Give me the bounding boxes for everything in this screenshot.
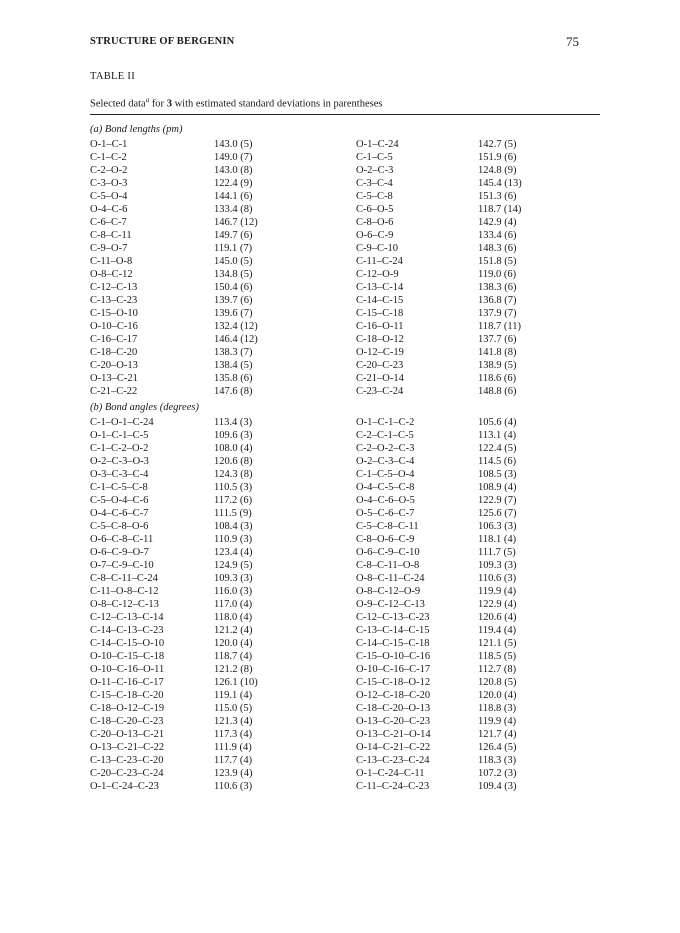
bond-value: 115.0 (5)	[214, 703, 253, 714]
bond-label: C-11–O-8	[90, 256, 133, 267]
bond-value: 121.2 (8)	[214, 664, 253, 675]
bond-value: 113.4 (3)	[214, 417, 253, 428]
table-row	[0, 624, 680, 637]
bond-value: 111.7 (5)	[478, 547, 516, 558]
table-row	[0, 164, 680, 177]
table-row	[0, 650, 680, 663]
bond-value: 119.4 (4)	[478, 625, 517, 636]
table-row	[0, 216, 680, 229]
bond-value: 120.6 (8)	[214, 456, 253, 467]
bond-label: C-1–C-5	[356, 152, 393, 163]
bond-label: C-3–O-3	[90, 178, 128, 189]
table-row	[0, 138, 680, 151]
bond-label: C-15–C-18–O-12	[356, 677, 431, 688]
bond-label: O-4–C-5–C-8	[356, 482, 415, 493]
bond-label: C-11–O-8–C-12	[90, 586, 159, 597]
bond-value: 120.0 (4)	[478, 690, 517, 701]
bond-value: 118.3 (3)	[478, 755, 517, 766]
table-row	[0, 429, 680, 442]
bond-value: 120.8 (5)	[478, 677, 517, 688]
bond-value: 142.7 (5)	[478, 139, 517, 150]
bond-label: C-13–C-23–C-20	[90, 755, 164, 766]
table-row	[0, 663, 680, 676]
bond-label: C-14–C-15–O-10	[90, 638, 165, 649]
bond-value: 119.9 (4)	[478, 716, 517, 727]
bond-label: C-18–C-20–O-13	[356, 703, 431, 714]
bond-label: C-13–C-14	[356, 282, 404, 293]
bond-label: C-5–C-8–C-11	[356, 521, 419, 532]
table-row	[0, 611, 680, 624]
bond-label: C-5–O-4	[90, 191, 128, 202]
bond-value: 122.9 (7)	[478, 495, 517, 506]
bond-value: 124.9 (5)	[214, 560, 253, 571]
table-row	[0, 190, 680, 203]
bond-label: C-20–C-23–C-24	[90, 768, 164, 779]
bond-value: 118.6 (6)	[478, 373, 517, 384]
bond-value: 138.4 (5)	[214, 360, 253, 371]
bond-label: C-9–O-7	[90, 243, 128, 254]
bond-value: 149.0 (7)	[214, 152, 253, 163]
bond-label: O-3–C-3–C-4	[90, 469, 149, 480]
table-row	[0, 728, 680, 741]
bond-label: C-13–C-23	[90, 295, 138, 306]
bond-label: C-9–C-10	[356, 243, 398, 254]
table-row	[0, 494, 680, 507]
bond-value: 122.9 (4)	[478, 599, 517, 610]
bond-label: C-13–C-23–C-24	[356, 755, 430, 766]
bond-label: C-5–C-8–O-6	[90, 521, 149, 532]
table-row	[0, 346, 680, 359]
bond-value: 108.0 (4)	[214, 443, 253, 454]
bond-label: C-18–C-20–C-23	[90, 716, 164, 727]
bond-label: C-14–C-13–C-23	[90, 625, 164, 636]
bond-value: 118.7 (14)	[478, 204, 522, 215]
bond-label: C-12–C-13	[90, 282, 138, 293]
table-row	[0, 767, 680, 780]
table-row	[0, 242, 680, 255]
bond-label: C-6–O-5	[356, 204, 394, 215]
bond-value: 105.6 (4)	[478, 417, 517, 428]
bond-label: C-23–C-24	[356, 386, 404, 397]
bond-value: 117.7 (4)	[214, 755, 253, 766]
table-row	[0, 741, 680, 754]
bond-value: 108.4 (3)	[214, 521, 253, 532]
bond-value: 112.7 (8)	[478, 664, 517, 675]
bond-label: C-20–O-13–C-21	[90, 729, 165, 740]
bond-label: O-13–C-21–O-14	[356, 729, 431, 740]
bond-value: 126.1 (10)	[214, 677, 258, 688]
bond-label: C-16–C-17	[90, 334, 138, 345]
bond-label: C-8–C-11	[90, 230, 132, 241]
bond-value: 109.4 (3)	[478, 781, 517, 792]
bond-label: C-12–O-9	[356, 269, 399, 280]
caption-text-start: Selected data	[90, 98, 146, 110]
bond-value: 120.0 (4)	[214, 638, 253, 649]
table-row	[0, 572, 680, 585]
bond-label: O-1–C-1	[90, 139, 128, 150]
bond-value: 117.3 (4)	[214, 729, 253, 740]
bond-value: 151.3 (6)	[478, 191, 517, 202]
bond-label: O-1–C-1–C-2	[356, 417, 415, 428]
bond-value: 110.6 (3)	[214, 781, 253, 792]
table-row	[0, 780, 680, 793]
bond-label: C-18–O-12	[356, 334, 404, 345]
bond-value: 146.7 (12)	[214, 217, 258, 228]
bond-value: 114.5 (6)	[478, 456, 517, 467]
table-row	[0, 481, 680, 494]
table-row	[0, 598, 680, 611]
bond-label: O-12–C-18–C-20	[356, 690, 431, 701]
bond-label: C-1–C-2	[90, 152, 127, 163]
table-row	[0, 676, 680, 689]
bond-value: 143.0 (5)	[214, 139, 253, 150]
table-row	[0, 268, 680, 281]
bond-label: O-13–C-21	[90, 373, 138, 384]
table-row	[0, 294, 680, 307]
table-row	[0, 177, 680, 190]
bond-value: 106.3 (3)	[478, 521, 517, 532]
bond-label: O-4–C-6	[90, 204, 128, 215]
bond-label: C-15–C-18–C-20	[90, 690, 164, 701]
bond-label: O-6–C-9–O-7	[90, 547, 149, 558]
bond-label: O-8–C-12	[90, 269, 133, 280]
bond-label: O-2–C-3–O-3	[90, 456, 149, 467]
bond-label: C-1–C-2–O-2	[90, 443, 149, 454]
bond-value: 151.9 (6)	[478, 152, 517, 163]
bond-value: 108.9 (4)	[478, 482, 517, 493]
bond-value: 138.3 (7)	[214, 347, 253, 358]
bond-value: 118.8 (3)	[478, 703, 517, 714]
bond-value: 118.7 (4)	[214, 651, 253, 662]
bond-value: 147.6 (8)	[214, 386, 253, 397]
table-row	[0, 203, 680, 216]
bond-label: O-2–C-3–C-4	[356, 456, 415, 467]
bond-label: O-1–C-1–C-5	[90, 430, 149, 441]
caption-compound-number: 3	[166, 98, 172, 110]
bond-label: C-3–C-4	[356, 178, 393, 189]
bond-label: O-6–C-8–C-11	[90, 534, 154, 545]
table-row	[0, 229, 680, 242]
bond-label: C-1–C-5–C-8	[90, 482, 148, 493]
table-label: TABLE II	[90, 71, 136, 82]
bond-label: C-11–C-24	[356, 256, 403, 267]
bond-value: 119.0 (6)	[478, 269, 517, 280]
bond-value: 110.5 (3)	[214, 482, 253, 493]
bond-value: 133.4 (8)	[214, 204, 253, 215]
bond-value: 137.9 (7)	[478, 308, 517, 319]
bond-label: O-12–C-19	[356, 347, 404, 358]
bond-value: 118.1 (4)	[478, 534, 517, 545]
bond-value: 125.6 (7)	[478, 508, 517, 519]
bond-value: 120.6 (4)	[478, 612, 517, 623]
bond-label: C-11–C-24–C-23	[356, 781, 430, 792]
bond-label: O-8–C-12–O-9	[356, 586, 421, 597]
bond-value: 126.4 (5)	[478, 742, 517, 753]
bond-label: O-4–C-6–O-5	[356, 495, 415, 506]
bond-label: O-7–C-9–C-10	[90, 560, 154, 571]
table-row	[0, 559, 680, 572]
table-row	[0, 255, 680, 268]
bond-label: C-2–O-2–C-3	[356, 443, 415, 454]
bond-value: 136.8 (7)	[478, 295, 517, 306]
bond-label: C-6–C-7	[90, 217, 127, 228]
bond-label: O-1–C-24–C-23	[90, 781, 159, 792]
bond-label: C-1–O-1–C-24	[90, 417, 154, 428]
bond-label: C-18–C-20	[90, 347, 138, 358]
table-row	[0, 585, 680, 598]
bond-value: 121.2 (4)	[214, 625, 253, 636]
section-title: (a) Bond lengths (pm)	[90, 124, 183, 135]
bond-value: 109.6 (3)	[214, 430, 253, 441]
bond-label: O-1–C-24–C-11	[356, 768, 425, 779]
bond-value: 124.8 (9)	[478, 165, 517, 176]
bond-label: C-15–O-10–C-16	[356, 651, 431, 662]
bond-label: C-21–C-22	[90, 386, 138, 397]
bond-label: C-8–C-11–O-8	[356, 560, 420, 571]
bond-label: C-20–C-23	[356, 360, 404, 371]
bond-value: 119.1 (7)	[214, 243, 253, 254]
bond-value: 142.9 (4)	[478, 217, 517, 228]
bond-label: C-13–C-14–C-15	[356, 625, 430, 636]
bond-label: O-1–C-24	[356, 139, 399, 150]
bond-value: 137.7 (6)	[478, 334, 517, 345]
bond-label: O-2–C-3	[356, 165, 394, 176]
bond-value: 150.4 (6)	[214, 282, 253, 293]
bond-value: 111.5 (9)	[214, 508, 252, 519]
bond-value: 121.1 (5)	[478, 638, 517, 649]
table-row	[0, 637, 680, 650]
caption-text-mid: for	[149, 98, 167, 110]
bond-value: 139.7 (6)	[214, 295, 253, 306]
table-row	[0, 533, 680, 546]
bond-value: 145.4 (13)	[478, 178, 522, 189]
bond-label: C-2–C-1–C-5	[356, 430, 414, 441]
bond-value: 134.8 (5)	[214, 269, 253, 280]
table-row	[0, 372, 680, 385]
table-caption	[90, 96, 382, 110]
bond-value: 117.2 (6)	[214, 495, 253, 506]
bond-label: C-8–O-6	[356, 217, 394, 228]
table-row	[0, 281, 680, 294]
bond-value: 133.4 (6)	[478, 230, 517, 241]
caption-footnote-mark: a	[145, 96, 150, 104]
bond-value: 118.0 (4)	[214, 612, 253, 623]
top-rule	[90, 114, 600, 115]
bond-value: 138.9 (5)	[478, 360, 517, 371]
table-row	[0, 715, 680, 728]
bond-value: 122.4 (9)	[214, 178, 253, 189]
caption-text-end: with estimated standard deviations in parentheses	[171, 98, 383, 110]
bond-value: 135.8 (6)	[214, 373, 253, 384]
running-head: STRUCTURE OF BERGENIN	[90, 36, 235, 47]
bond-label: O-11–C-16–C-17	[90, 677, 164, 688]
bond-label: C-1–C-5–O-4	[356, 469, 415, 480]
bond-value: 110.9 (3)	[214, 534, 253, 545]
table-row	[0, 546, 680, 559]
bond-value: 146.4 (12)	[214, 334, 258, 345]
bond-value: 109.3 (3)	[478, 560, 517, 571]
table-row	[0, 151, 680, 164]
bond-value: 122.4 (5)	[478, 443, 517, 454]
bond-value: 143.0 (8)	[214, 165, 253, 176]
bond-value: 148.3 (6)	[478, 243, 517, 254]
bond-value: 116.0 (3)	[214, 586, 253, 597]
bond-value: 118.7 (11)	[478, 321, 521, 332]
bond-value: 113.1 (4)	[478, 430, 517, 441]
bond-value: 141.8 (8)	[478, 347, 517, 358]
bond-value: 119.1 (4)	[214, 690, 253, 701]
bond-value: 121.7 (4)	[478, 729, 517, 740]
bond-label: O-13–C-20–C-23	[356, 716, 431, 727]
bond-label: O-10–C-16	[90, 321, 138, 332]
table-row	[0, 320, 680, 333]
bond-value: 151.8 (5)	[478, 256, 517, 267]
table-row	[0, 455, 680, 468]
bond-label: C-8–O-6–C-9	[356, 534, 415, 545]
table-row	[0, 507, 680, 520]
table-row	[0, 520, 680, 533]
bond-value: 144.1 (6)	[214, 191, 253, 202]
bond-value: 108.5 (3)	[478, 469, 517, 480]
bond-label: C-5–C-8	[356, 191, 393, 202]
bond-label: O-14–C-21–C-22	[356, 742, 431, 753]
table-row	[0, 702, 680, 715]
bond-label: C-20–O-13	[90, 360, 138, 371]
bond-value: 123.4 (4)	[214, 547, 253, 558]
bond-value: 138.3 (6)	[478, 282, 517, 293]
page-number: 75	[566, 34, 579, 49]
bond-value: 139.6 (7)	[214, 308, 253, 319]
bond-label: O-8–C-12–C-13	[90, 599, 159, 610]
bond-label: C-16–O-11	[356, 321, 404, 332]
bond-value: 123.9 (4)	[214, 768, 253, 779]
bond-label: O-8–C-11–C-24	[356, 573, 425, 584]
bond-label: O-4–C-6–C-7	[90, 508, 149, 519]
bond-label: C-14–C-15–C-18	[356, 638, 430, 649]
bond-label: C-21–O-14	[356, 373, 404, 384]
bond-value: 109.3 (3)	[214, 573, 253, 584]
bond-label: C-15–O-10	[90, 308, 138, 319]
bond-label: O-6–C-9–C-10	[356, 547, 420, 558]
bond-label: O-13–C-21–C-22	[90, 742, 165, 753]
bond-label: O-10–C-15–C-18	[90, 651, 165, 662]
bond-label: C-12–C-13–C-14	[90, 612, 164, 623]
bond-value: 118.5 (5)	[478, 651, 517, 662]
bond-value: 117.0 (4)	[214, 599, 253, 610]
bond-label: O-5–C-6–C-7	[356, 508, 415, 519]
bond-label: C-8–C-11–C-24	[90, 573, 158, 584]
table-row	[0, 442, 680, 455]
table-row	[0, 385, 680, 398]
bond-value: 111.9 (4)	[214, 742, 252, 753]
bond-label: C-12–C-13–C-23	[356, 612, 430, 623]
table-row	[0, 359, 680, 372]
bond-value: 119.9 (4)	[478, 586, 517, 597]
bond-value: 145.0 (5)	[214, 256, 253, 267]
bond-value: 124.3 (8)	[214, 469, 253, 480]
table-row	[0, 333, 680, 346]
bond-label: C-15–C-18	[356, 308, 404, 319]
bond-label: C-14–C-15	[356, 295, 404, 306]
bond-label: O-9–C-12–C-13	[356, 599, 425, 610]
bond-value: 110.6 (3)	[478, 573, 517, 584]
bond-label: O-6–C-9	[356, 230, 394, 241]
bond-value: 132.4 (12)	[214, 321, 258, 332]
bond-label: C-18–O-12–C-19	[90, 703, 165, 714]
table-row	[0, 754, 680, 767]
table-row	[0, 468, 680, 481]
table-row	[0, 689, 680, 702]
bond-label: O-10–C-16–O-11	[90, 664, 165, 675]
bond-value: 148.8 (6)	[478, 386, 517, 397]
bond-value: 121.3 (4)	[214, 716, 253, 727]
bond-value: 149.7 (6)	[214, 230, 253, 241]
bond-label: C-5–O-4–C-6	[90, 495, 149, 506]
table-row	[0, 307, 680, 320]
table-row	[0, 416, 680, 429]
section-title: (b) Bond angles (degrees)	[90, 402, 199, 413]
bond-label: C-2–O-2	[90, 165, 128, 176]
bond-value: 107.2 (3)	[478, 768, 517, 779]
bond-label: O-10–C-16–C-17	[356, 664, 431, 675]
